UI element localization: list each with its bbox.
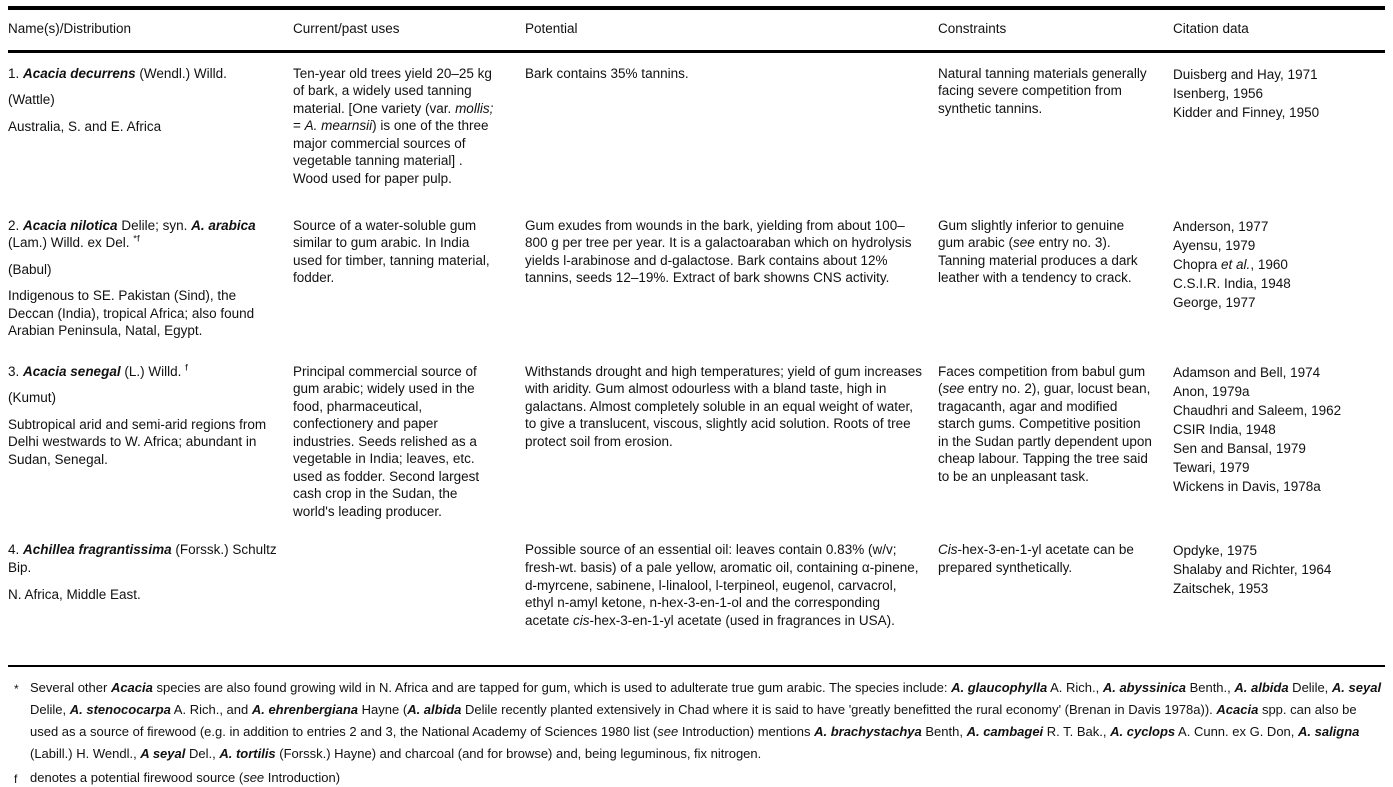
citation-line — [1173, 579, 1383, 598]
current-past-uses-cell — [293, 351, 525, 530]
citation-line — [1173, 255, 1383, 274]
species-name-text: Acacia senegal — [23, 363, 121, 379]
paragraph — [938, 65, 1153, 118]
table-row — [8, 205, 1387, 351]
table-body — [8, 53, 1387, 660]
text-run: C.S.I.R. India, 1948 — [1173, 275, 1291, 291]
text-run: Shalaby and Richter, 1964 — [1173, 562, 1332, 578]
citation-data-cell — [1173, 351, 1387, 530]
citation-line — [1173, 458, 1383, 477]
citation-line — [1173, 477, 1383, 496]
footnote-text — [30, 767, 1383, 787]
text-run: Natural tanning materials generally facing severe competition from synthetic tannins. — [938, 65, 1147, 116]
text-run: 2. — [8, 217, 24, 233]
species-name-text: A. glaucophylla — [951, 680, 1048, 696]
column-header-name-distribution: Name(s)/Distribution — [8, 21, 132, 36]
text-run: Kidder and Finney, 1950 — [1173, 104, 1320, 120]
text-run: Withstands drought and high temperatures; yield of gum increases with aridity. Gum almost odourless with a bland taste, high in galactans. Almost completely soluble in an equal weight of water, to give a translucent, viscous, slightly acid solution. Roots of tree protect soil from erosion. — [525, 363, 922, 449]
citation-line — [1173, 382, 1383, 401]
text-run: Del., — [185, 746, 220, 762]
text-run: = — [293, 118, 305, 134]
text-run: denotes a potential firewood source ( — [30, 770, 244, 786]
text-run: 4. — [8, 542, 24, 558]
text-run: Possible source of an essential oil: leaves contain 0.83% (w/v; fresh-wt. basis) of a pale yellow, aromatic oil, containing α-pinene, d-myrcene, sabinene, l-linalool, l-terpineol, eugenol, carvacrol, ethyl n-amyl ketone, n-hex-3-en-1-ol and the corresponding acetate — [525, 542, 919, 628]
citation-line — [1173, 274, 1383, 293]
text-run: R. T. Bak., — [1043, 724, 1111, 740]
text-run: A. Cunn. ex G. Don, — [1175, 724, 1298, 740]
citation-data-cell — [1173, 205, 1387, 351]
paragraph — [525, 65, 926, 83]
citation-line — [1173, 65, 1383, 84]
text-run: (Forssk.) Schultz Bip. — [8, 542, 277, 576]
paragraph — [938, 217, 1153, 287]
text-run: Source of a water-soluble gum similar to gum arabic. In India used for timber, tanning material, fodder. — [293, 217, 490, 286]
text-run: (Kumut) — [8, 390, 57, 406]
text-run: Australia, S. and E. Africa — [8, 118, 162, 134]
species-name-text: A. saligna — [1298, 724, 1360, 740]
text-run: Introduction) mentions — [678, 724, 815, 740]
text-run: CSIR India, 1948 — [1173, 421, 1276, 437]
footnote-marker-ref: f — [185, 362, 188, 374]
species-name-text: see — [243, 770, 265, 786]
text-run: Faces competition from babul gum ( — [938, 363, 1146, 397]
text-run: (Babul) — [8, 261, 52, 277]
citation-line — [1173, 84, 1383, 103]
species-name-text: A. cambagei — [966, 724, 1044, 740]
text-run: Introduction) — [264, 770, 341, 786]
species-name-text: A. seyal — [1331, 680, 1382, 696]
text-run: ) is one of the three major commercial sources of vegetable tanning material] . Wood used for paper pulp. — [293, 118, 489, 186]
text-run: Ayensu, 1979 — [1173, 237, 1256, 253]
species-name-text: Cis — [938, 542, 958, 558]
footnote-marker-ref: *f — [133, 233, 140, 245]
potential-cell — [525, 205, 938, 351]
species-name-text: et al. — [1221, 256, 1251, 272]
text-run: (Wattle) — [8, 92, 55, 108]
text-run: Zaitschek, 1953 — [1173, 581, 1269, 597]
text-run: Delile, — [1288, 680, 1332, 696]
citation-line — [1173, 401, 1383, 420]
text-run: (Lam.) Willd. ex Del. — [8, 235, 134, 251]
species-name-text: mollis; — [455, 100, 494, 116]
paragraph — [525, 217, 926, 287]
species-name-text: cis — [573, 612, 590, 628]
species-name-text: Acacia decurrens — [23, 65, 136, 81]
potential-cell — [525, 529, 938, 659]
text-run: (Forssk.) Hayne) and charcoal (and for browse) and, being leguminous, fix nitrogen. — [275, 746, 762, 762]
paragraph — [8, 261, 279, 279]
citation-line — [1173, 420, 1383, 439]
text-run: Principal commercial source of gum arabic; widely used in the food, pharmaceutical, confectionery and paper industries. Seeds relished as a vegetable in India; leaves, etc. used as fodder. Second largest cash crop in the Sudan, the world's leading producer. — [293, 363, 480, 519]
species-name-text: A. stenococarpa — [69, 702, 171, 718]
text-run: (L.) Willd. — [120, 363, 186, 379]
paragraph — [8, 65, 279, 83]
text-run: Tewari, 1979 — [1173, 459, 1250, 475]
text-run: Delile, — [30, 702, 70, 718]
text-run: -hex-3-en-1-yl acetate (used in fragrances in USA). — [589, 612, 895, 628]
current-past-uses-cell — [293, 53, 525, 205]
footnote — [14, 677, 1383, 765]
text-run: Benth., — [1185, 680, 1235, 696]
species-name-text: A. cyclops — [1110, 724, 1176, 740]
text-run: Opdyke, 1975 — [1173, 543, 1258, 559]
citation-line — [1173, 363, 1383, 382]
table-row — [8, 351, 1387, 530]
constraints-cell — [938, 529, 1173, 659]
text-run: 3. — [8, 363, 24, 379]
text-run: (Wendl.) Willd. — [135, 65, 227, 81]
species-name-text: A. abyssinica — [1102, 680, 1186, 696]
text-run: spp. can also be used as a source of firewood (e.g. in addition to entries 2 and 3, the National Academy of Sciences 1980 list ( — [30, 702, 1357, 740]
potential-cell — [525, 351, 938, 530]
current-past-uses-cell — [293, 529, 525, 659]
text-run: Chopra — [1173, 256, 1222, 272]
species-name-text: A. ehrenbergiana — [251, 702, 359, 718]
text-run: 1. — [8, 65, 24, 81]
citation-line — [1173, 217, 1383, 236]
text-run: Ten-year old trees yield 20–25 kg of bark, a widely used tanning material. [One variety (var. — [293, 65, 492, 116]
species-name-text: Acacia — [110, 680, 153, 696]
paragraph — [938, 363, 1153, 486]
species-name-text: A. arabica — [191, 217, 256, 233]
paragraph — [8, 586, 279, 604]
column-header-citation-data: Citation data — [1173, 21, 1249, 36]
footnote-marker: f — [14, 772, 18, 787]
table-header-row — [8, 10, 1387, 50]
species-name-text: see — [942, 381, 965, 397]
text-run: Benth, — [921, 724, 967, 740]
species-name-text: A seyal — [140, 746, 186, 762]
text-run: Chaudhri and Saleem, 1962 — [1173, 402, 1342, 418]
name-distribution-cell — [8, 351, 293, 530]
species-name-text: Acacia — [1216, 702, 1259, 718]
text-run: Adamson and Bell, 1974 — [1173, 364, 1321, 380]
column-header-current-past-uses: Current/past uses — [293, 21, 400, 36]
potential-cell — [525, 53, 938, 205]
paragraph — [8, 217, 279, 252]
text-run: Gum slightly inferior to genuine gum arabic ( — [938, 217, 1125, 251]
species-name-text: A. albida — [407, 702, 462, 718]
text-run: Bark contains 35% tannins. — [525, 65, 689, 81]
paragraph — [8, 363, 279, 381]
citation-line — [1173, 236, 1383, 255]
constraints-cell — [938, 53, 1173, 205]
text-run: Anderson, 1977 — [1173, 218, 1269, 234]
constraints-cell — [938, 351, 1173, 530]
species-name-text: A. mearnsii — [304, 118, 373, 134]
text-run: Gum exudes from wounds in the bark, yielding from about 100–800 g per tree per year. It is a galactoaraban which on hydrolysis yields l-arabinose and d-galactose. Bark contains about 12% tannins, seeds 12–19%. Extract of bark showns CNS activity. — [525, 217, 912, 286]
citation-line — [1173, 541, 1383, 560]
paragraph — [293, 217, 497, 287]
text-run: Subtropical arid and semi-arid regions from Delhi westwards to W. Africa; abundant in Sudan, Senegal. — [8, 416, 267, 467]
text-run: Several other — [30, 680, 111, 696]
text-run: Indigenous to SE. Pakistan (Sind), the Deccan (India), tropical Africa; also found Arabian Peninsula, Natal, Egypt. — [8, 288, 255, 339]
species-name-text: Achillea fragrantissima — [23, 542, 172, 558]
paragraph — [938, 541, 1153, 576]
text-run: Delile recently planted extensively in Chad where it is said to have 'greatly benefitted the rural economy' (Brenan in Davis 1978a)). — [461, 702, 1217, 718]
constraints-cell — [938, 205, 1173, 351]
paragraph — [525, 363, 926, 451]
text-run: Wickens in Davis, 1978a — [1173, 478, 1321, 494]
paragraph — [8, 416, 279, 469]
species-name-text: A. albida — [1234, 680, 1289, 696]
current-past-uses-cell — [293, 205, 525, 351]
text-run: Hayne ( — [358, 702, 408, 718]
citation-line — [1173, 293, 1383, 312]
citation-line — [1173, 103, 1383, 122]
text-run: Duisberg and Hay, 1971 — [1173, 66, 1318, 82]
text-run: -hex-3-en-1-yl acetate can be prepared synthetically. — [938, 542, 1134, 576]
footnote — [14, 767, 1383, 787]
paragraph — [8, 389, 279, 407]
citation-line — [1173, 439, 1383, 458]
text-run: Isenberg, 1956 — [1173, 85, 1264, 101]
name-distribution-cell — [8, 205, 293, 351]
footnote-text — [30, 677, 1383, 765]
footnote-marker: * — [14, 682, 19, 697]
paragraph — [8, 118, 279, 136]
paragraph — [8, 287, 279, 340]
text-run: , 1960 — [1250, 256, 1288, 272]
text-run: entry no. 3). Tanning material produces a dark leather with a tendency to crack. — [938, 235, 1138, 286]
column-header-constraints: Constraints — [938, 21, 1007, 36]
text-run: (Labill.) H. Wendl., — [30, 746, 141, 762]
text-run: A. Rich., and — [170, 702, 252, 718]
citation-data-cell — [1173, 529, 1387, 659]
text-run: Sen and Bansal, 1979 — [1173, 440, 1306, 456]
species-name-text: see — [1013, 235, 1035, 251]
species-name-text: Acacia nilotica — [23, 217, 118, 233]
text-run: Delile; syn. — [117, 217, 192, 233]
text-run: George, 1977 — [1173, 294, 1256, 310]
table-row — [8, 53, 1387, 205]
column-header-potential: Potential — [525, 21, 578, 36]
paragraph — [525, 541, 926, 629]
name-distribution-cell — [8, 529, 293, 659]
paragraph — [8, 91, 279, 109]
text-run: species are also found growing wild in N. Africa and are tapped for gum, which is used to adulterate true gum arabic. The species include: — [152, 680, 952, 696]
paragraph — [293, 65, 497, 188]
table-row — [8, 529, 1387, 659]
citation-data-cell — [1173, 53, 1387, 205]
name-distribution-cell — [8, 53, 293, 205]
species-name-text: A. tortilis — [219, 746, 276, 762]
species-name-text: see — [657, 724, 679, 740]
text-run: A. Rich., — [1047, 680, 1103, 696]
text-run: Anon, 1979a — [1173, 383, 1250, 399]
paragraph — [8, 541, 279, 576]
species-name-text: A. brachystachya — [814, 724, 922, 740]
text-run: entry no. 2), guar, locust bean, tragacanth, agar and modified starch gums. Competitive position in the Sudan partly dependent upon cheap labour. Tapping the tree said to be an unpleasant task. — [938, 381, 1152, 484]
footnotes-section — [8, 667, 1387, 787]
citation-line — [1173, 560, 1383, 579]
paragraph — [293, 363, 497, 521]
text-run: N. Africa, Middle East. — [8, 586, 141, 602]
